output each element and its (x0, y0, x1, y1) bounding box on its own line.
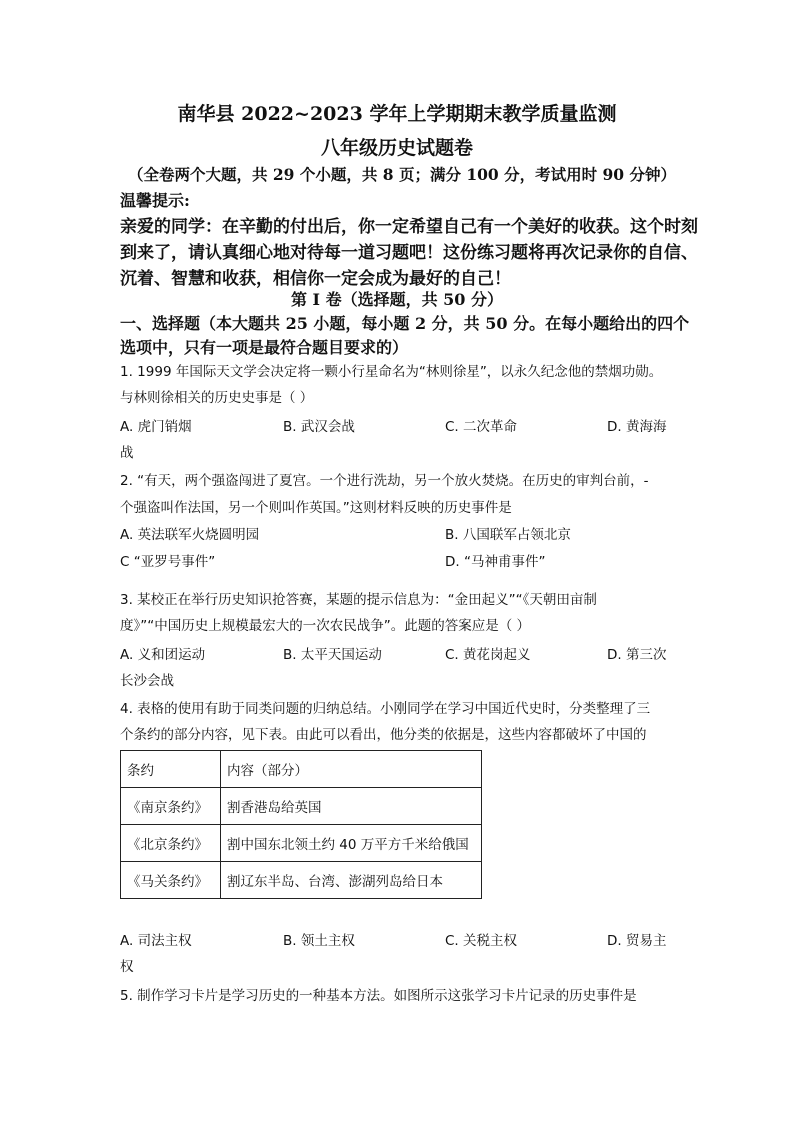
table-cell-treaty: 《北京条约》 (121, 825, 221, 862)
volume-heading: 第 I 卷（选择题，共 50 分） (290, 290, 504, 309)
question-1-option-d-wrap: 战 (120, 445, 134, 461)
question-4-stem: 4. 表格的使用有助于同类问题的归纳总结。小刚同学在学习中国近代史时，分类整理了三 (120, 701, 651, 717)
question-2-option-b[interactable]: B. 八国联军占领北京 (445, 527, 571, 543)
question-4-option-b[interactable]: B. 领土主权 (283, 933, 355, 949)
question-1-option-c[interactable]: C. 二次革命 (445, 419, 518, 435)
table-cell-treaty: 《马关条约》 (121, 862, 221, 899)
table-row (121, 825, 482, 862)
question-5-stem: 5. 制作学习卡片是学习历史的一种基本方法。如图所示这张学习卡片记录的历史事件是 (120, 988, 637, 1004)
question-3-option-c[interactable]: C. 黄花岗起义 (445, 647, 531, 663)
tips-label: 温馨提示: (120, 191, 190, 210)
question-4-option-c[interactable]: C. 关税主权 (445, 933, 518, 949)
exam-title: 南华县 2022~2023 学年上学期期末教学质量监测 (177, 103, 617, 125)
question-3-stem-cont: 度》”“中国历史上规模最宏大的一次农民战争”。此题的答案应是（ ） (120, 618, 531, 634)
question-2-stem-cont: 个强盗叫作法国，另一个则叫作英国。”这则材料反映的历史事件是 (120, 500, 512, 516)
table-row (121, 862, 482, 899)
question-1-option-a[interactable]: A. 虎门销烟 (120, 419, 192, 435)
question-4-option-a[interactable]: A. 司法主权 (120, 933, 192, 949)
section-heading-line-1: 一、选择题（本大题共 25 小题，每小题 2 分，共 50 分。在每小题给出的四个 (120, 314, 690, 333)
exam-info: （全卷两个大题，共 29 个小题，共 8 页；满分 100 分，考试用时 90 分钟） (128, 165, 676, 184)
tips-line-2: 到来了，请认真细心地对待每一道习题吧！这份练习题将再次记录你的自信、 (120, 243, 698, 263)
question-2-option-d[interactable]: D. “马神甫事件” (445, 554, 546, 570)
question-2-stem: 2. “有天，两个强盗闯进了夏宫。一个进行洗劫，另一个放火焚烧。在历史的审判台前，- (120, 473, 649, 489)
question-3-option-d[interactable]: D. 第三次 (607, 647, 667, 663)
tips-line-3: 沉着、智慧和收获，相信你一定会成为最好的自己！ (120, 269, 511, 289)
question-3-option-a[interactable]: A. 义和团运动 (120, 647, 206, 663)
treaty-table (120, 750, 482, 899)
table-cell-content: 割辽东半岛、台湾、澎湖列岛给日本 (221, 862, 482, 899)
table-header-row (121, 751, 482, 788)
table-cell-treaty: 《南京条约》 (121, 788, 221, 825)
tips-line-1: 亲爱的同学：在辛勤的付出后，你一定希望自己有一个美好的收获。这个时刻 (120, 217, 698, 237)
question-4-stem-cont: 个条约的部分内容，见下表。由此可以看出，他分类的依据是，这些内容都破坏了中国的 (120, 727, 647, 743)
table-row (121, 788, 482, 825)
question-3-option-b[interactable]: B. 太平天国运动 (283, 647, 382, 663)
table-header-cell: 内容（部分） (221, 751, 482, 788)
exam-subtitle: 八年级历史试题卷 (320, 137, 473, 159)
question-4-option-d-wrap: 权 (120, 959, 134, 975)
section-heading-line-2: 选项中，只有一项是最符合题目要求的） (120, 338, 409, 357)
question-1-stem: 1. 1999 年国际天文学会决定将一颗小行星命名为“林则徐星”，以永久纪念他的禁烟功勋。 (120, 364, 663, 380)
question-1-stem-cont: 与林则徐相关的历史史事是（ ） (120, 390, 314, 406)
question-2-option-c[interactable]: C “亚罗号事件” (120, 554, 216, 570)
table-cell-content: 割中国东北领土约 40 万平方千米给俄国 (221, 825, 482, 862)
table-header-cell: 条约 (121, 751, 221, 788)
question-1-option-b[interactable]: B. 武汉会战 (283, 419, 355, 435)
question-4-option-d[interactable]: D. 贸易主 (607, 933, 667, 949)
table-cell-content: 割香港岛给英国 (221, 788, 482, 825)
question-1-option-d[interactable]: D. 黄海海 (607, 419, 667, 435)
question-3-option-d-wrap: 长沙会战 (120, 673, 174, 689)
question-2-option-a[interactable]: A. 英法联军火烧圆明园 (120, 527, 260, 543)
question-3-stem: 3. 某校正在举行历史知识抢答赛，某题的提示信息为：“金田起义”“《天朝田亩制 (120, 592, 597, 608)
